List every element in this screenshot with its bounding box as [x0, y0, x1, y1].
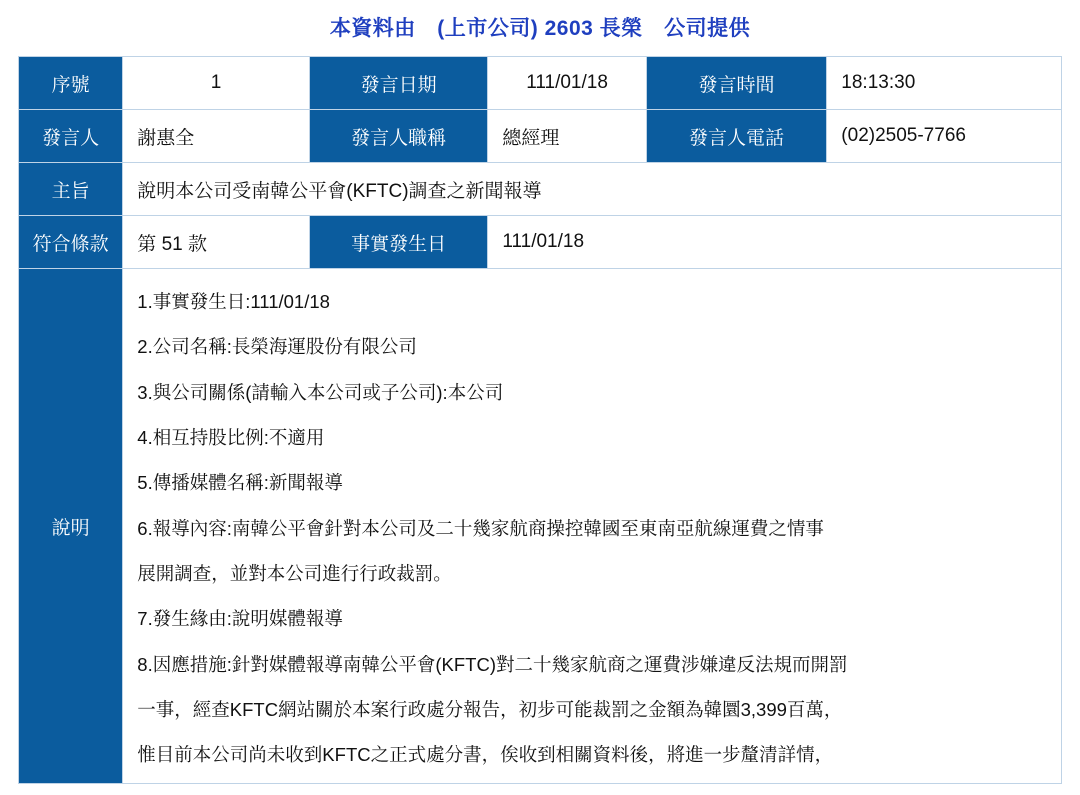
table-row-description — [19, 269, 1062, 784]
description-line: 一事，經查KFTC網站關於本案行政處分報告，初步可能裁罰之金額為韓圜3,399百萬， — [137, 698, 843, 720]
description-line: 2.公司名稱:長榮海運股份有限公司 — [137, 336, 417, 358]
description-line: 5.傳播媒體名稱:新聞報導 — [137, 472, 343, 494]
announcement-table — [18, 56, 1062, 784]
label-speak-date: 發言日期 — [309, 57, 488, 110]
description-line: 1.事實發生日:111/01/18 — [137, 291, 330, 312]
value-description — [123, 269, 1062, 784]
description-line: 8.因應措施:針對媒體報導南韓公平會(KFTC)對二十幾家航商之運費涉嫌違反法規而開罰 — [137, 653, 848, 675]
description-line: 6.報導內容:南韓公平會針對本公司及二十幾家航商操控韓國至東南亞航線運費之情事 — [137, 517, 824, 539]
label-speak-time: 發言時間 — [646, 57, 827, 110]
value-seq: 1 — [123, 57, 310, 110]
description-line: 7.發生緣由:說明媒體報導 — [137, 608, 343, 630]
value-speaker-phone: (02)2505-7766 — [827, 110, 1062, 163]
label-clause: 符合條款 — [19, 216, 123, 269]
description-line: 展開調查，並對本公司進行行政裁罰。 — [137, 562, 452, 584]
table-row — [19, 110, 1062, 163]
label-subject: 主旨 — [19, 163, 123, 216]
value-speak-time: 18:13:30 — [827, 57, 1062, 110]
description-line: 3.與公司關係(請輸入本公司或子公司):本公司 — [137, 381, 504, 403]
value-speak-date: 111/01/18 — [488, 57, 646, 110]
label-fact-date: 事實發生日 — [309, 216, 488, 269]
value-fact-date: 111/01/18 — [488, 216, 1062, 269]
value-speaker-title: 總經理 — [488, 110, 646, 163]
description-line: 惟目前本公司尚未收到KFTC之正式處分書，俟收到相關資料後，將進一步釐清詳情， — [137, 744, 834, 766]
table-row — [19, 163, 1062, 216]
value-clause: 第 51 款 — [123, 216, 310, 269]
description-line: 4.相互持股比例:不適用 — [137, 426, 325, 448]
value-subject: 說明本公司受南韓公平會(KFTC)調查之新聞報導 — [123, 163, 1062, 216]
label-speaker-phone: 發言人電話 — [646, 110, 827, 163]
label-description: 說明 — [19, 269, 123, 784]
label-speaker-title: 發言人職稱 — [309, 110, 488, 163]
table-row — [19, 216, 1062, 269]
label-speaker: 發言人 — [19, 110, 123, 163]
page-title: 本資料由 (上市公司) 2603 長榮 公司提供 — [329, 17, 751, 40]
label-seq: 序號 — [19, 57, 123, 110]
value-speaker: 謝惠全 — [123, 110, 310, 163]
table-row — [19, 57, 1062, 110]
